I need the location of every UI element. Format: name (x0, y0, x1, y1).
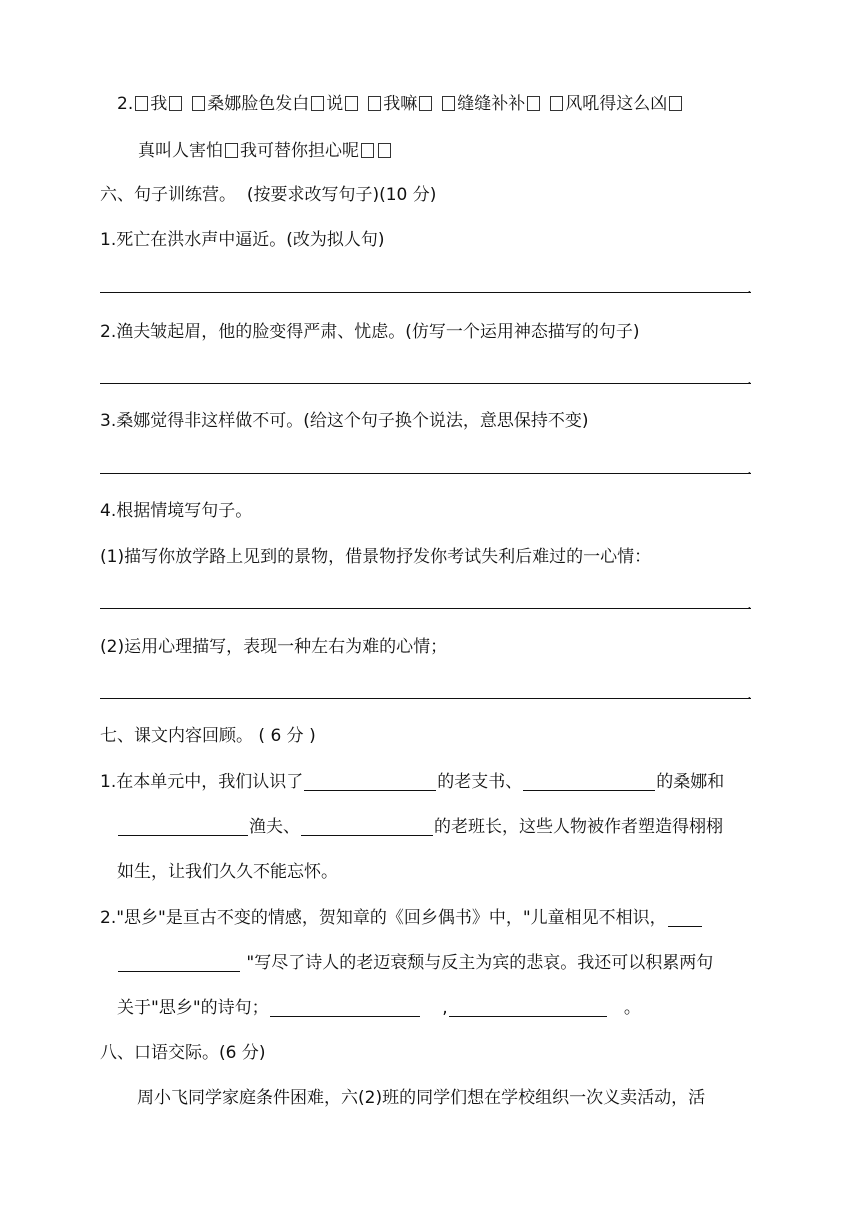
line-end-mark: . (747, 279, 752, 297)
section-8-title: 八、口语交际。(6 分) (100, 1043, 266, 1063)
answer-line[interactable] (100, 383, 751, 384)
s6-question-2: 2.渔夫皱起眉，他的脸变得严肃、忧虑。(仿写一个运用神态描写的句子) (100, 322, 640, 342)
s7-question-2-line-1: 2."思乡"是亘古不变的情感，贺知章的《回乡偶书》中，"儿童相见不相识， (100, 906, 703, 930)
punctuation-box[interactable] (225, 143, 238, 158)
s7-question-1-line-3: 如生，让我们久久不能忘怀。 (117, 862, 338, 882)
line-end-mark: . (747, 685, 752, 703)
section-7-title: 七、课文内容回顾。 ( 6 分 ) (100, 726, 316, 746)
answer-line[interactable] (100, 292, 751, 293)
s7-question-2-line-2: "写尽了诗人的老迈衰颓与反主为宾的悲哀。我还可以积累两句 (117, 951, 713, 975)
fill-blank[interactable] (270, 998, 420, 1017)
punctuation-line-2: 真叫人害怕 我可替你担心呢 (138, 139, 393, 163)
s7-question-1-line-2: 渔夫、 的老班长，这些人物被作者塑造得栩栩 (117, 815, 723, 839)
punctuation-box[interactable] (361, 143, 374, 158)
s6-question-4-1: (1)描写你放学路上见到的景物，借景物抒发你考试失利后难过的一心情： (100, 547, 652, 567)
line-end-mark: . (747, 595, 752, 613)
answer-line[interactable] (100, 698, 751, 699)
punctuation-line-1: 2. 我 桑娜脸色发白 说 我嘛 缝缝补补 风吼得这么凶 (117, 92, 684, 116)
line-end-mark: . (747, 460, 752, 478)
punctuation-box[interactable] (442, 96, 455, 111)
fill-blank[interactable] (301, 817, 433, 836)
punctuation-box[interactable] (169, 96, 182, 111)
s8-paragraph: 周小飞同学家庭条件困难，六(2)班的同学们想在学校组织一次义卖活动，活 (137, 1088, 706, 1108)
answer-line[interactable] (100, 473, 751, 474)
punctuation-box[interactable] (135, 96, 148, 111)
s6-question-4-2: (2)运用心理描写，表现一种左右为难的心情； (100, 637, 448, 657)
punctuation-box[interactable] (419, 96, 432, 111)
s6-question-3: 3.桑娜觉得非这样做不可。(给这个句子换个说法，意思保持不变) (100, 411, 589, 431)
fill-blank[interactable] (118, 953, 240, 972)
fill-blank[interactable] (668, 908, 702, 927)
punctuation-box[interactable] (669, 96, 682, 111)
punctuation-box[interactable] (345, 96, 358, 111)
punctuation-box[interactable] (311, 96, 324, 111)
punctuation-box[interactable] (527, 96, 540, 111)
s7-question-1-line-1: 1.在本单元中，我们认识了 的老支书、 的桑娜和 (100, 772, 725, 792)
s7-question-2-line-3: 关于"思乡"的诗句； , 。 (117, 998, 641, 1018)
punctuation-box[interactable] (550, 96, 563, 111)
s6-question-4: 4.根据情境写句子。 (100, 501, 253, 521)
line-end-mark: . (747, 370, 752, 388)
answer-line[interactable] (100, 608, 751, 609)
fill-blank[interactable] (449, 998, 607, 1017)
s6-question-1: 1.死亡在洪水声中逼近。(改为拟人句) (100, 230, 385, 250)
section-6-title: 六、句子训练营。 (按要求改写句子)(10 分) (100, 185, 437, 205)
fill-blank[interactable] (304, 772, 436, 791)
punctuation-box[interactable] (368, 96, 381, 111)
punctuation-box[interactable] (192, 96, 205, 111)
punctuation-box[interactable] (378, 143, 391, 158)
fill-blank[interactable] (118, 817, 248, 836)
fill-blank[interactable] (523, 772, 655, 791)
